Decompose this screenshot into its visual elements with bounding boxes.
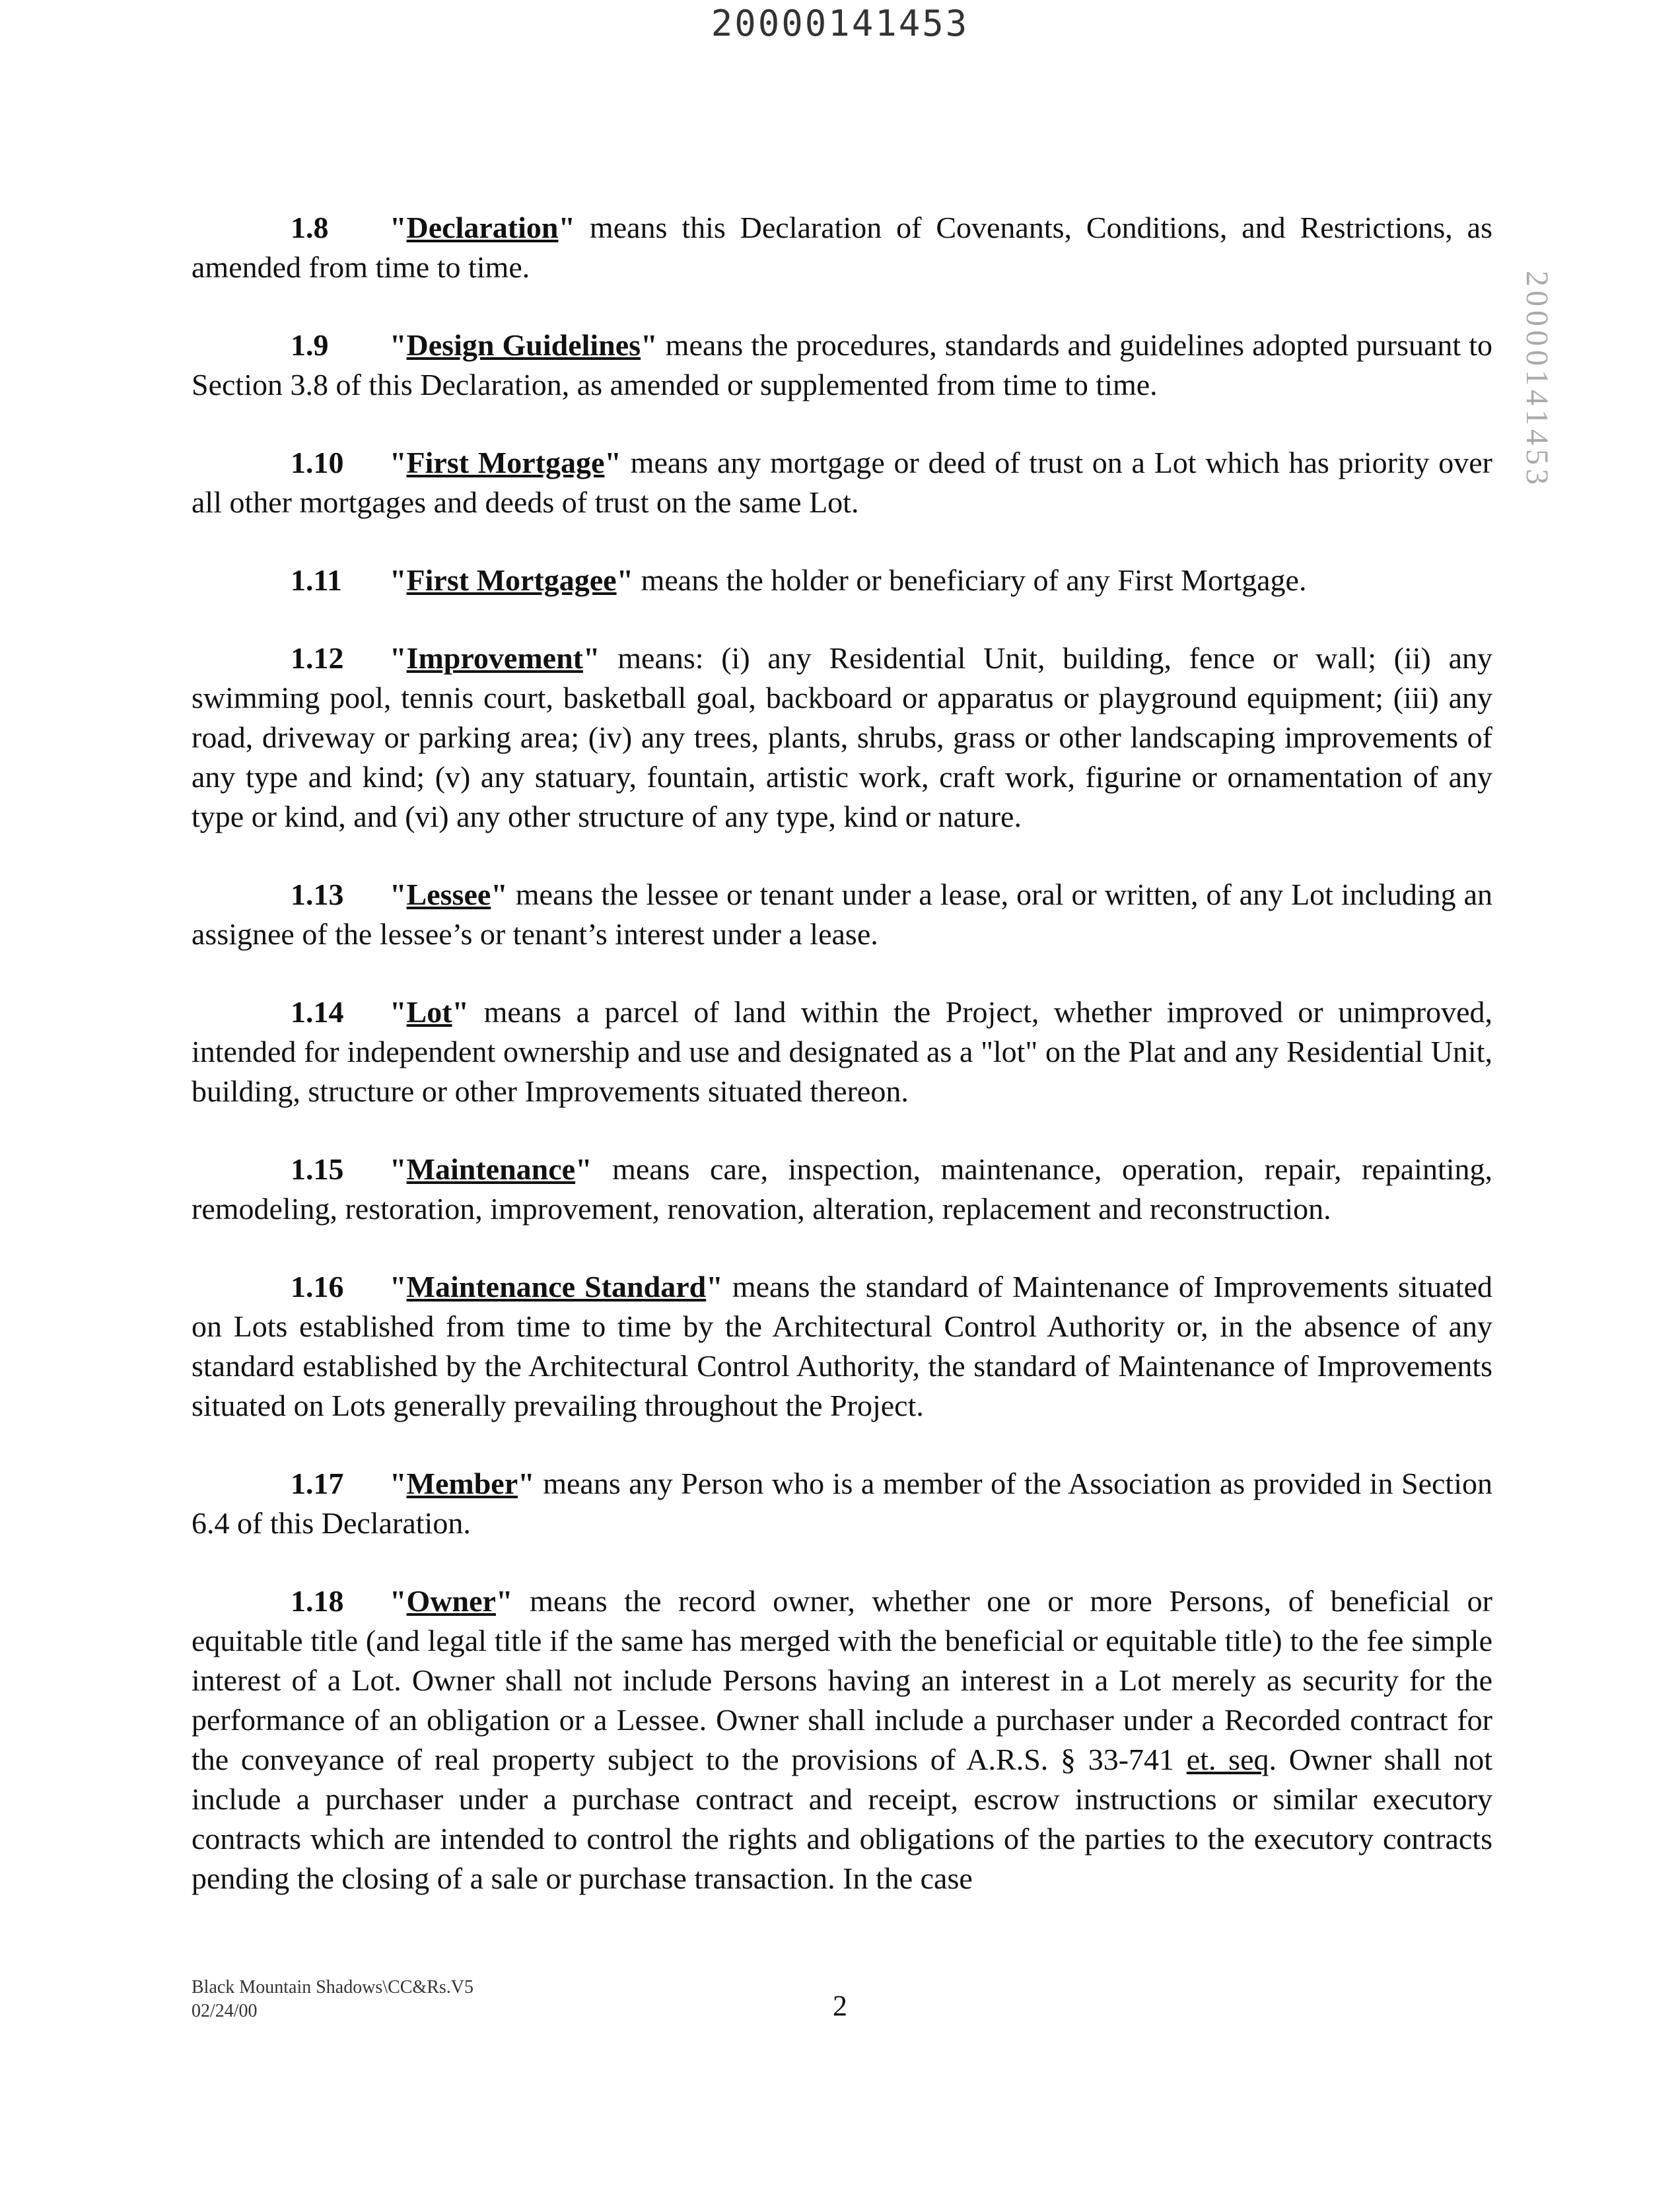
- side-stamp: 20000141453: [1520, 271, 1555, 489]
- section-number: 1.15: [291, 1152, 344, 1186]
- section-number: 1.12: [291, 641, 344, 675]
- section-text: means a parcel of land within the Project, whether improved or unimproved, intended for independent ownership and use and designated as a "lot" on the Plat and any Residential Unit, building, structure or other Improvements situated thereon.: [192, 995, 1492, 1108]
- defined-term: Declaration: [406, 211, 559, 244]
- section-text: means any Person who is a member of the Association as provided in Section 6.4 of this Declaration.: [192, 1467, 1492, 1540]
- section-number: 1.8: [291, 211, 329, 244]
- section-1-15: 1.15 "Maintenance" means care, inspection, maintenance, operation, repair, repainting, remodeling, restoration, improvement, renovation, alteration, replacement and reconstruction.: [192, 1150, 1492, 1229]
- defined-term: Design Guidelines: [406, 328, 641, 362]
- defined-term: First Mortgagee: [406, 563, 617, 597]
- section-1-10: 1.10 "First Mortgage" means any mortgage or deed of trust on a Lot which has priority over all other mortgages and deeds of trust on the same Lot.: [192, 443, 1492, 522]
- section-text: means the procedures, standards and guidelines adopted pursuant to Section 3.8 of this Declaration, as amended or supplemented from time to time.: [192, 328, 1492, 401]
- defined-term: Lessee: [406, 878, 491, 911]
- underlined-citation: et. seq: [1186, 1743, 1269, 1776]
- section-number: 1.18: [291, 1584, 344, 1618]
- section-1-9: 1.9 "Design Guidelines" means the procedures, standards and guidelines adopted pursuant to Section 3.8 of this Declaration, as amended or supplemented from time to time.: [192, 326, 1492, 405]
- section-text: means the record owner, whether one or more Persons, of beneficial or equitable title (and legal title if the same has merged with the beneficial or equitable title) to the fee simple interest of a Lot. Owner shall not include Persons having an interest in a Lot merely as security for the performance of an obligation or a Lessee. Owner shall include a purchaser under a Recorded contract for the conveyance of real property subject to the provisions of A.R.S. § 33-741: [192, 1584, 1492, 1776]
- defined-term: First Mortgage: [406, 446, 605, 479]
- section-number: 1.11: [291, 563, 342, 597]
- section-text: means any mortgage or deed of trust on a Lot which has priority over all other mortgages and deeds of trust on the same Lot.: [192, 446, 1493, 519]
- section-text: means: (i) any Residential Unit, building, fence or wall; (ii) any swimming pool, tennis court, basketball goal, backboard or apparatus or playground equipment; (iii) any road, driveway or parking area; (iv) any trees, plants, shrubs, grass or other landscaping improvements of any type and kind; (v) any statuary, fountain, artistic work, craft work, figurine or ornamentation of any type or kind, and (vi) any other structure of any type, kind or nature.: [192, 641, 1492, 833]
- footer-date: 02/24/00: [192, 2001, 258, 2021]
- footer-file-path: Black Mountain Shadows\CC&Rs.V5: [192, 1977, 474, 1997]
- defined-term: Improvement: [406, 641, 583, 675]
- section-text: means this Declaration of Covenants, Conditions, and Restrictions, as amended from time to time.: [192, 211, 1492, 284]
- section-1-14: 1.14 "Lot" means a parcel of land within the Project, whether improved or unimproved, intended for independent ownership and use and designated as a "lot" on the Plat and any Residential Unit, building, structure or other Improvements situated thereon.: [192, 992, 1492, 1111]
- document-body: [192, 208, 1492, 1937]
- section-text-continued: . Owner shall not include a purchaser under a purchase contract and receipt, escrow instructions or similar executory contracts which are intended to control the rights and obligations of the parties to the executory contracts pending the closing of a sale or purchase transaction. In the case: [192, 1743, 1493, 1895]
- section-number: 1.9: [291, 328, 329, 362]
- section-text: means the lessee or tenant under a lease, oral or written, of any Lot including an assignee of the lessee’s or tenant’s interest under a lease.: [192, 878, 1492, 951]
- section-1-18: 1.18 "Owner" means the record owner, whether one or more Persons, of beneficial or equitable title (and legal title if the same has merged with the beneficial or equitable title) to the fee simple interest of a Lot. Owner shall not include Persons having an interest in a Lot merely as security for the performance of an obligation or a Lessee. Owner shall include a purchaser under a Recorded contract for the conveyance of real property subject to the provisions of A.R.S. § 33-741 et. seq. Owner shall not include a purchaser under a purchase contract and receipt, escrow instructions or similar executory contracts which are intended to control the rights and obligations of the parties to the executory contracts pending the closing of a sale or purchase transaction. In the case: [192, 1581, 1492, 1898]
- section-1-8: 1.8 "Declaration" means this Declaration of Covenants, Conditions, and Restrictions, as amended from time to time.: [192, 208, 1492, 287]
- section-number: 1.14: [291, 995, 344, 1029]
- section-1-13: 1.13 "Lessee" means the lessee or tenant under a lease, oral or written, of any Lot including an assignee of the lessee’s or tenant’s interest under a lease.: [192, 875, 1492, 954]
- page-number: 2: [833, 1990, 847, 2022]
- section-number: 1.17: [291, 1467, 344, 1500]
- defined-term: Lot: [406, 995, 452, 1029]
- defined-term: Maintenance: [406, 1152, 576, 1186]
- section-text: means the standard of Maintenance of Improvements situated on Lots established from time to time by the Architectural Control Authority or, in the absence of any standard established by the Architectural Control Authority, the standard of Maintenance of Improvements situated on Lots generally prevailing throughout the Project.: [192, 1270, 1492, 1422]
- section-text: means care, inspection, maintenance, operation, repair, repainting, remodeling, restoration, improvement, renovation, alteration, replacement and reconstruction.: [192, 1152, 1492, 1226]
- section-1-11: 1.11 "First Mortgagee" means the holder or beneficiary of any First Mortgage.: [192, 561, 1492, 600]
- section-1-12: 1.12 "Improvement" means: (i) any Residential Unit, building, fence or wall; (ii) any swimming pool, tennis court, basketball goal, backboard or apparatus or playground equipment; (iii) any road, driveway or parking area; (iv) any trees, plants, shrubs, grass or other landscaping improvements of any type and kind; (v) any statuary, fountain, artistic work, craft work, figurine or ornamentation of any type or kind, and (vi) any other structure of any type, kind or nature.: [192, 639, 1492, 837]
- section-1-17: 1.17 "Member" means any Person who is a member of the Association as provided in Section 6.4 of this Declaration.: [192, 1464, 1492, 1543]
- defined-term: Member: [406, 1467, 518, 1500]
- defined-term: Maintenance Standard: [406, 1270, 707, 1303]
- defined-term: Owner: [406, 1584, 496, 1618]
- document-number: 20000141453: [711, 3, 969, 44]
- section-number: 1.10: [291, 446, 344, 479]
- section-number: 1.13: [291, 878, 344, 911]
- section-text: means the holder or beneficiary of any First Mortgage.: [633, 563, 1307, 597]
- section-1-16: 1.16 "Maintenance Standard" means the standard of Maintenance of Improvements situated on Lots established from time to time by the Architectural Control Authority or, in the absence of any standard established by the Architectural Control Authority, the standard of Maintenance of Improvements situated on Lots generally prevailing throughout the Project.: [192, 1267, 1492, 1426]
- section-number: 1.16: [291, 1270, 344, 1303]
